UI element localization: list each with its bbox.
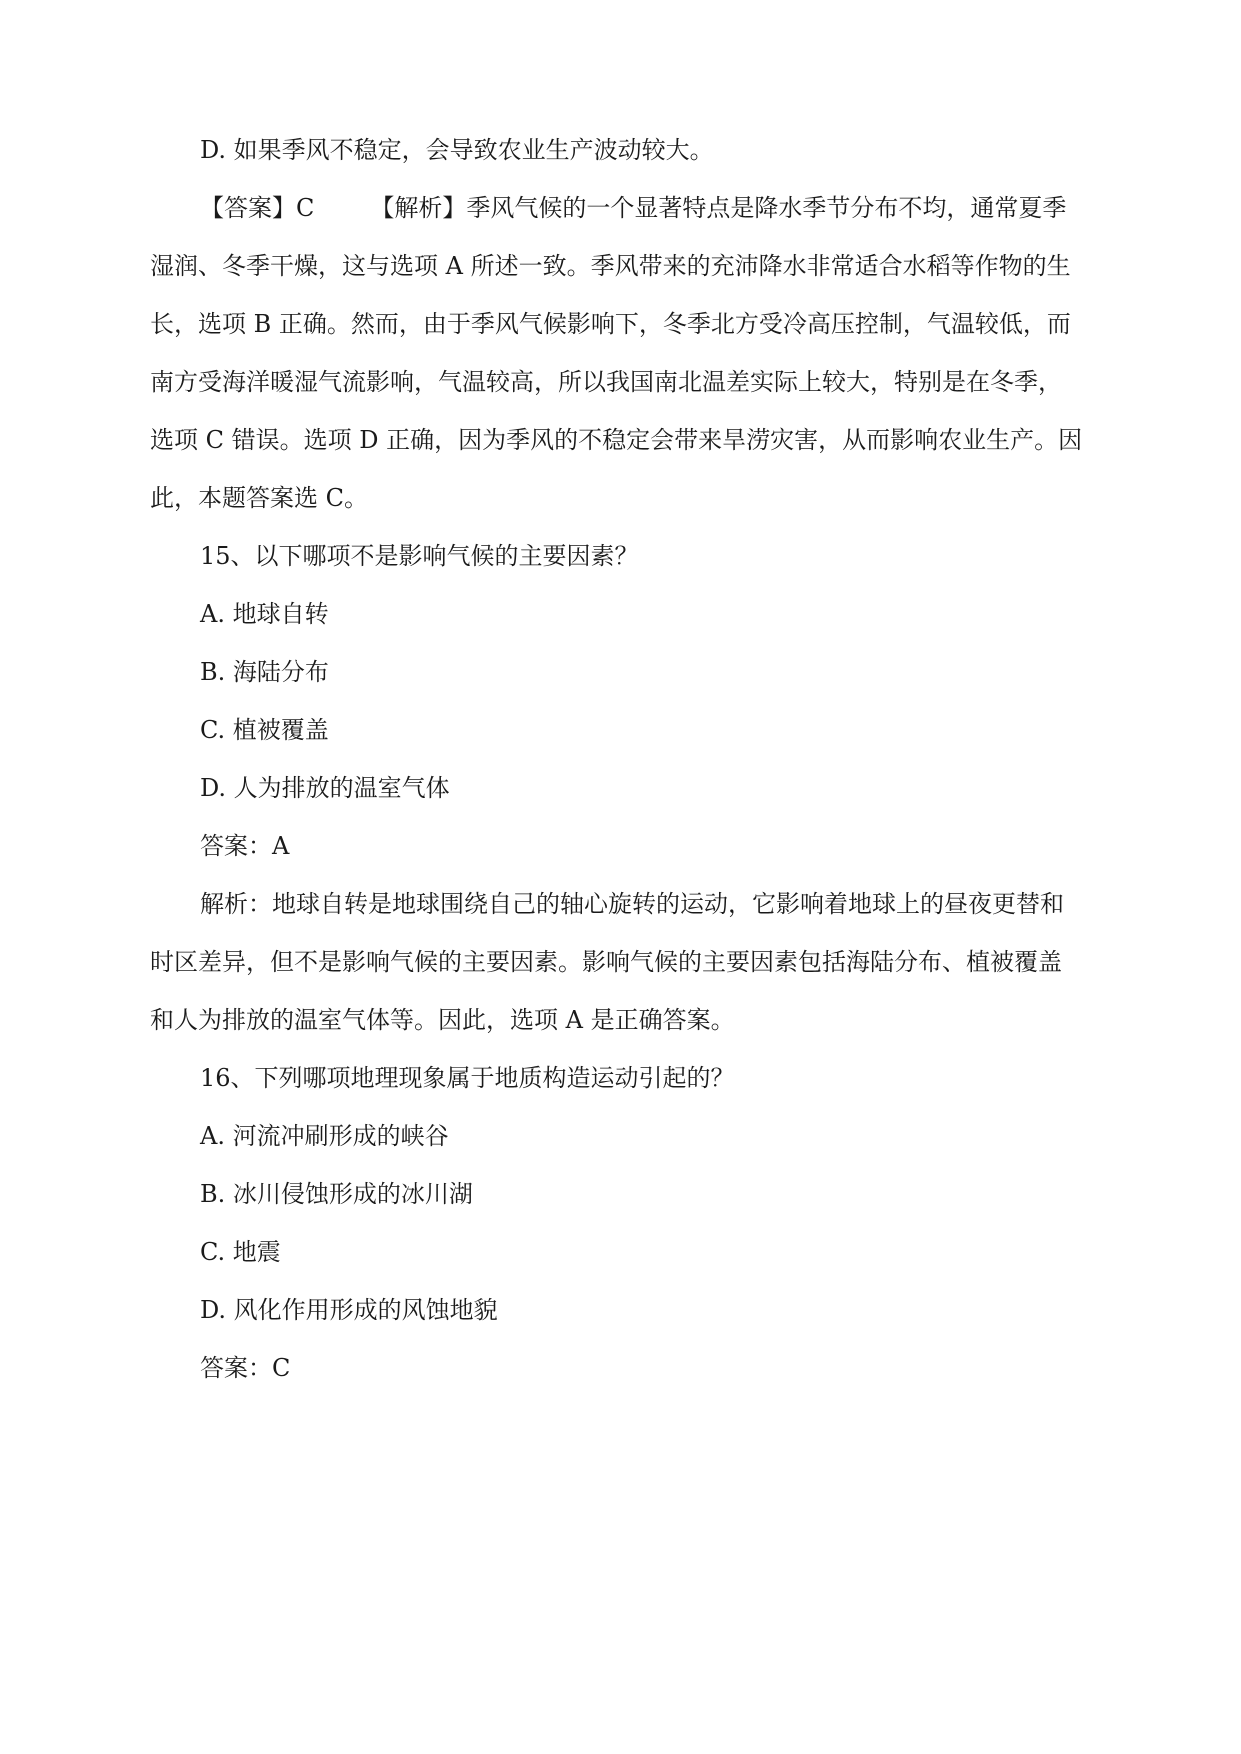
q14-option-d: D. 如果季风不稳定，会导致农业生产波动较大。 [200,136,714,164]
q14-analysis-text: 【解析】季风气候的一个显著特点是降水季节分布不均，通常夏季 [370,194,1067,222]
q16-option-a: A. 河流冲刷形成的峡谷 [200,1122,449,1150]
q16-option-c: C. 地震 [200,1238,281,1266]
q15-option-b: B. 海陆分布 [200,658,329,686]
q14-analysis-line-6: 此，本题答案选 C。 [150,484,368,512]
q16-question: 16、下列哪项地理现象属于地质构造运动引起的？ [200,1064,735,1092]
q14-analysis-line-2: 湿润、冬季干燥，这与选项 A 所述一致。季风带来的充沛降水非常适合水稻等作物的生 [150,252,1071,280]
q15-question: 15、以下哪项不是影响气候的主要因素？ [200,542,639,570]
q15-answer: 答案：A [200,832,290,860]
q15-option-d: D. 人为排放的温室气体 [200,774,450,802]
q14-answer-analysis-line-1 [200,192,1066,224]
q16-option-b: B. 冰川侵蚀形成的冰川湖 [200,1180,473,1208]
q15-analysis-line-1: 解析：地球自转是地球围绕自己的轴心旋转的运动，它影响着地球上的昼夜更替和 [200,890,1064,918]
q14-analysis-line-5: 选项 C 错误。选项 D 正确，因为季风的不稳定会带来旱涝灾害，从而影响农业生产。因 [150,426,1083,454]
q16-answer: 答案：C [200,1354,291,1382]
q16-option-d: D. 风化作用形成的风蚀地貌 [200,1296,498,1324]
q14-analysis-line-4: 南方受海洋暖湿气流影响，气温较高，所以我国南北温差实际上较大，特别是在冬季， [150,368,1062,396]
q15-analysis-line-3: 和人为排放的温室气体等。因此，选项 A 是正确答案。 [150,1006,735,1034]
q15-option-a: A. 地球自转 [200,600,329,628]
q15-analysis-line-2: 时区差异，但不是影响气候的主要因素。影响气候的主要因素包括海陆分布、植被覆盖 [150,948,1062,976]
q14-analysis-line-3: 长，选项 B 正确。然而，由于季风气候影响下，冬季北方受冷高压控制，气温较低，而 [150,310,1071,338]
q15-option-c: C. 植被覆盖 [200,716,329,744]
q14-answer-label: 【答案】C [200,194,315,222]
